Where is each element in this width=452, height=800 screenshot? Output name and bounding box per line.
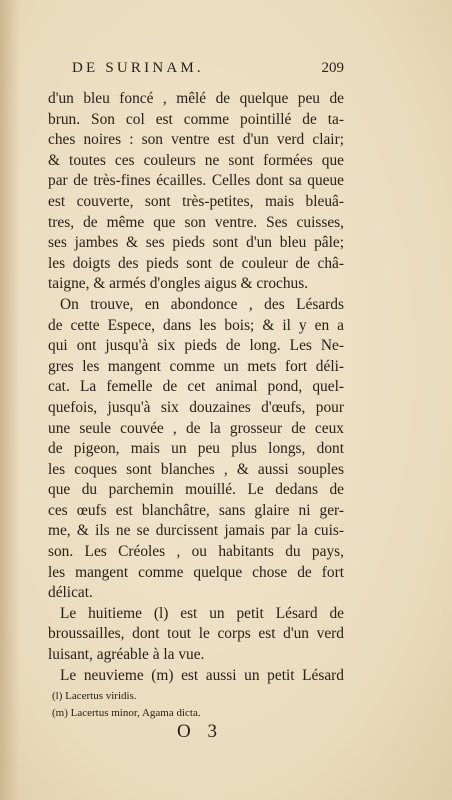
text-line: d'un bleu foncé , mêlé de quelque peu de xyxy=(48,90,344,107)
text-line: & toutes ces couleurs ne sont formées que xyxy=(48,151,344,169)
text-line: est couverte, sont très-petites, mais bleuâ- xyxy=(48,192,344,210)
footnote: (m) Lacertus minor, Agama dicta. xyxy=(52,707,201,719)
text-line: Le huitieme (l) est un petit Lésard de xyxy=(60,604,344,622)
text-line: que du parchemin mouillé. Le dedans de xyxy=(48,481,344,499)
text-line: les coques sont blanches , & aussi souples xyxy=(48,460,344,478)
text-line: ses jambes & ses pieds sont d'un bleu pâle; xyxy=(48,234,344,252)
text-line: quefois, jusqu'à six douzaines d'œufs, pour xyxy=(48,398,344,416)
text-line: gres les mangent comme un mets fort déli- xyxy=(48,357,344,375)
text-line: me, & ils ne se durcissent jamais par la cuis- xyxy=(48,522,344,540)
page-gutter-shadow xyxy=(0,0,20,800)
text-line: cat. La femelle de cet animal pond, quel- xyxy=(48,378,344,396)
running-head: DE SURINAM. xyxy=(72,60,204,76)
footnote: (l) Lacertus viridis. xyxy=(52,690,137,702)
text-line: broussailles, dont tout le corps est d'un verd xyxy=(48,625,344,643)
text-line: On trouve, en abondonce , des Lésards xyxy=(60,295,344,313)
text-line: délicat. xyxy=(48,584,93,602)
body-text xyxy=(48,89,344,686)
text-line: de cette Espece, dans les bois; & il y en a xyxy=(48,316,344,334)
text-line: luisant, agréable à la vue. xyxy=(48,646,205,664)
text-line: brun. Son col est comme pointillé de ta- xyxy=(48,110,344,128)
text-line: une seule couvée , de la grosseur de ceux xyxy=(48,419,344,437)
text-line: tres, de même que son ventre. Ses cuisses, xyxy=(48,213,344,231)
page-header xyxy=(48,60,344,80)
signature-mark: O 3 xyxy=(177,721,223,742)
text-line: taigne, & armés d'ongles aigus & crochus. xyxy=(48,275,309,293)
text-line: ches noires : son ventre est d'un verd clair; xyxy=(48,131,344,149)
text-line: Le neuvieme (m) est aussi un petit Lésard xyxy=(60,666,344,684)
text-line: son. Les Créoles , ou habitants du pays, xyxy=(48,543,344,561)
footnotes xyxy=(52,688,342,722)
text-line: de pigeon, mais un peu plus longs, dont xyxy=(48,440,344,458)
text-line: les doigts des pieds sont de couleur de châ- xyxy=(48,254,344,272)
text-line: par de très-fines écailles. Celles dont sa queue xyxy=(48,172,344,190)
text-line: les mangent comme quelque chose de fort xyxy=(48,563,344,581)
page-number: 209 xyxy=(321,60,344,76)
text-line: ces œufs est blanchâtre, sans glaire ni ger- xyxy=(48,501,344,519)
text-line: qui ont jusqu'à six pieds de long. Les Ne- xyxy=(48,337,344,355)
